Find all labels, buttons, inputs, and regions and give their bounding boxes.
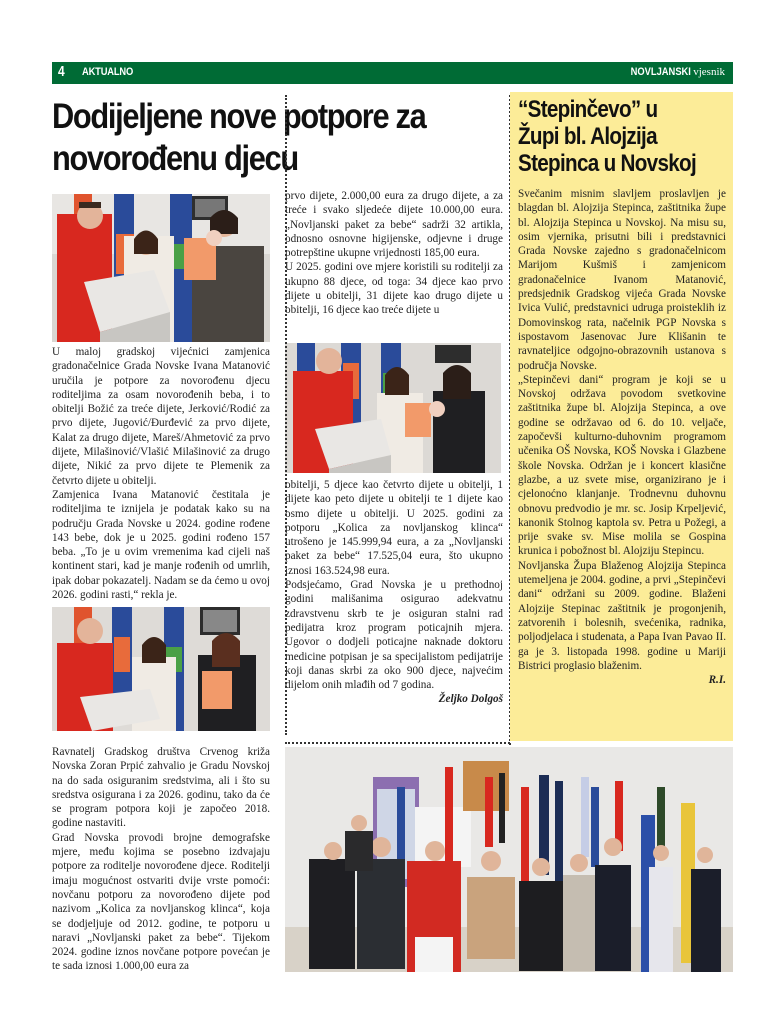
brand-regular: vjesnik: [693, 66, 725, 78]
section-label: AKTUALNO: [82, 66, 134, 78]
sidebar-text: [518, 187, 726, 687]
article-paragraph: U maloj gradskoj vijećnici zamjenica gradonačelnice Grada Novske Ivana Matanović uručila je potpore za novorođenu djecu roditeljima za osam novorođenih beba, i to obitelji Božić za treće dijete, Jerković/Rodić za prvo dijete, Jugović/Đurđević za prvo dijete, Kalat za drugo dijete, Mareš/Ahmetović za prvo dijete, Milašinović/Vlašić Milašinović za drugo dijete, Nikić za prvo dijete te Plemenik za četvrto dijete u obitelji.: [52, 346, 270, 487]
article-paragraph: Ravnatelj Gradskog društva Crvenog križa Novska Zoran Prpić zahvalio je Gradu Novskoj na do sada osiguranim sredstvima, ali i što su sredstva osigurana i za 2026. godinu, tako da će se program potpora koji je započeo 2018. godine nastaviti.: [52, 746, 270, 830]
publication-brand: [620, 66, 725, 78]
article-paragraph: Grad Novska provodi brojne demografske mjere, među kojima se posebno izdvajaju potpore za roditelje novorođene djece. Roditelji imaju mogućnost ostvariti dvije vrste pomoći: novčanu potporu za novorođeno dijete pod nazivom „Kolica za novljanskog klinca“, koja se dodjeljuje od 2012. godine, te potporu u naravi „Novljanski paket za bebe“. Tijekom 2024. godine iznos novčane potpore povećan je te sada iznosi 1.000,00 eura za: [52, 831, 270, 973]
article-photo-2: [52, 607, 270, 731]
sidebar-paragraph: Novljanska Župa Blaženog Alojzija Stepinca utemeljena je 2004. godine, a prvi „Stepinčevi dani“ održani su 2009. godine. Blaženi Alojzije Stepinac zaštitnik je progonjenih, zatvorenih i bolesnih, svećenika, radnika, poljodjelaca i studenata, a Papa Ivan Pavao II. ga je 3. listopada 1998. godine u Mariji Bistrici proglasio blaženim.: [518, 559, 726, 672]
article-paragraph: prvo dijete, 2.000,00 eura za drugo dijete, a za treće i svako sljedeće dijete 10.000,00 eura. „Novljanski paket za bebe“ sadrži 32 artikla, odnosno osnovne higijenske, odjevne i druge potrepštine ukupne vrijednosti 185,00 eura.: [285, 190, 503, 260]
article-col2-top: [285, 189, 503, 318]
sidebar-paragraph: Svečanim misnim slavljem proslavljen je blagdan bl. Alojzija Stepinca, zaštitnika župe bl. Alojzija Stepinca u Novskoj. Na misu su, osim vjernika, prisutni bili i predstavnici Grada Novske zajedno s gradonačelnicom Marijom Kušmiš i zamjenicom gradonačelnice Ivanom Matanović, predsjednik Gradskog vijeća Grada Novske Ivica Vulić, predstavnici udruga proisteklih iz Domovinskog rata, načelnik PGP Novska s ispostavom Jasenovac Jure Klišanin te ravnateljice odgojno-obrazovnih ustanova s područja Novske.: [518, 188, 726, 372]
article-headline: Dodijeljene nove potpore za novorođenu djecu: [52, 97, 426, 178]
sidebar-paragraph: „Stepinčevi dani“ program je koji se u Novskoj održava povodom svetkovine zaštitnika župe bl. Alojzija Stepinca, a ove godine se održavao od 6. do 10. veljače, započevši kulturno-duhovnim programom učenika OŠ Novska, KOŠ Novska i Glazbene škole Novska. Održan je i koncert klasične glazbe, a uz svete mise, organizirano je i cjelonoćno klanjanje. Trodnevnu duhovnu obnovu predvodio je mr. sc. Josip Krpeljević, kanonik Stolnog kaptola sv. Petra u Požegi, a prije svake sv. Mise molila se Gospina krunica i pobožnost bl. Alojziju Stepincu.: [518, 373, 726, 558]
sidebar-headline: “Stepinčevo” u Župi bl. Alojzija Stepinca u Novskoj: [518, 96, 697, 177]
article-col2-bottom: [285, 478, 503, 707]
article-col1-bottom: [52, 745, 270, 974]
article-paragraph: Podsjećamo, Grad Novska je u prethodnoj godini mališanima osigurao adekvatnu zdravstvenu skrb te je osiguran stalni rad pedijatra kroz program poticajnih mjera. Ugovor o dodjeli poticajne naknade doktoru medicine potpisan je sa specijalistom pedijatrije koji danas skrbi za oko 900 djece, najvećim dijelom onih mlađih od 7 godina.: [285, 579, 503, 692]
photo-handover-box-1: [52, 194, 270, 342]
section-divider: [285, 742, 510, 744]
page-header: [52, 62, 733, 84]
group-photo: [285, 747, 733, 972]
photo-church-group: [285, 747, 733, 972]
article-paragraph: U 2025. godini ove mjere koristili su roditelji za ukupno 88 djece, od toga: 34 djece kao prvo dijete u obitelji, 31 dijete kao drugo dijete u obitelji, 16 djece kao treće dijete u: [285, 261, 503, 317]
photo-handover-box-2: [52, 607, 270, 731]
photo-handover-box-3: [285, 343, 501, 473]
article-col1-top: [52, 345, 270, 602]
article-author: Željko Dolgoš: [438, 693, 503, 706]
column-divider: [285, 95, 287, 735]
article-paragraph: obitelji, 5 djece kao četvrto dijete u obitelji, 1 dijete kao peto dijete u obitelji te 1 dijete kao osmo dijete u obitelji. U 2025. godini za potporu „Kolica za novljanskog klinca“ utrošeno je 145.999,94 eura, a za „Novljanski paket za bebe“ 17.525,04 eura, što ukupno iznosi 163.524,98 eura.: [285, 479, 503, 577]
page-number: 4: [58, 63, 65, 80]
brand-bold: NOVLJANSKI: [630, 66, 691, 78]
article-paragraph: Zamjenica Ivana Matanović čestitala je roditeljima te iznijela je podatak kako su na području Grada Novske u 2024. godine rođene 143 bebe, dok je u 2025. godini rođeno 157 beba. „To je u ovim vremenima kad cijeli naš kontinent stari, kad je manje rođenih od umrlih, ipak dobar pokazatelj. Nadam se da ćemo u ovoj 2026. godini rasti,“ rekla je.: [52, 488, 270, 602]
article-photo-1: [52, 194, 270, 342]
article-photo-3: [285, 343, 501, 473]
sidebar-author: R.I.: [708, 674, 726, 687]
